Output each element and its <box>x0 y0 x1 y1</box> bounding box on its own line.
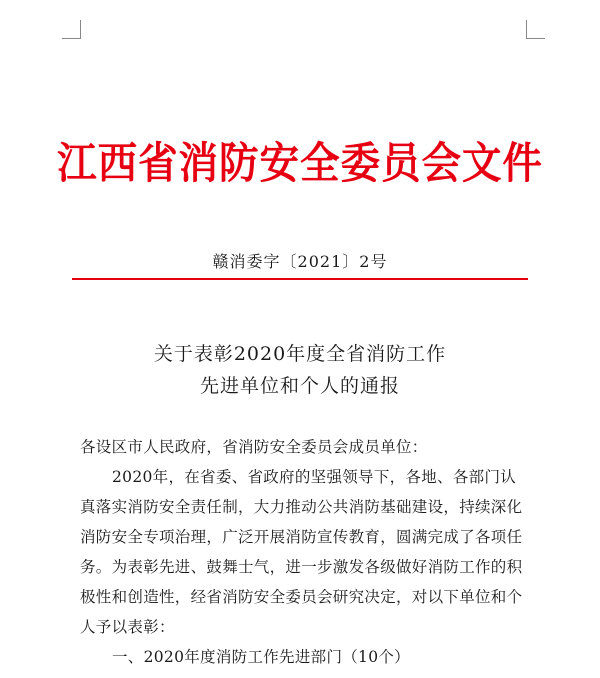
paragraph-line: 务。为表彰先进、鼓舞士气，进一步激发各级做好消防工作的积 <box>80 558 523 576</box>
paragraph-line: 2020年，在省委、省政府的坚强领导下，各地、各部门认 <box>112 468 517 486</box>
paragraph-line: 消防安全专项治理，广泛开展消防宣传教育，圆满完成了各项任 <box>80 528 523 546</box>
paragraph-line: 人予以表彰： <box>80 618 175 636</box>
section-heading: 一、2020年度消防工作先进部门（10个） <box>112 648 410 666</box>
document-header-title: 江西省消防安全委员会文件 <box>57 139 543 189</box>
document-title-line-2: 先进单位和个人的通报 <box>199 375 400 397</box>
paragraph-line: 极性和创造性，经省消防安全委员会研究决定，对以下单位和个 <box>80 588 523 606</box>
document-title-line-1: 关于表彰2020年度全省消防工作 <box>153 343 447 365</box>
document-number: 赣消委字〔2021〕2号 <box>212 252 388 271</box>
red-divider-line <box>72 278 528 280</box>
page-corner-mark-top-left <box>62 20 81 39</box>
page-corner-mark-top-right <box>526 20 545 39</box>
salutation: 各设区市人民政府，省消防安全委员会成员单位： <box>80 438 428 456</box>
paragraph-line: 真落实消防安全责任制，大力推动公共消防基础建设，持续深化 <box>80 498 523 516</box>
